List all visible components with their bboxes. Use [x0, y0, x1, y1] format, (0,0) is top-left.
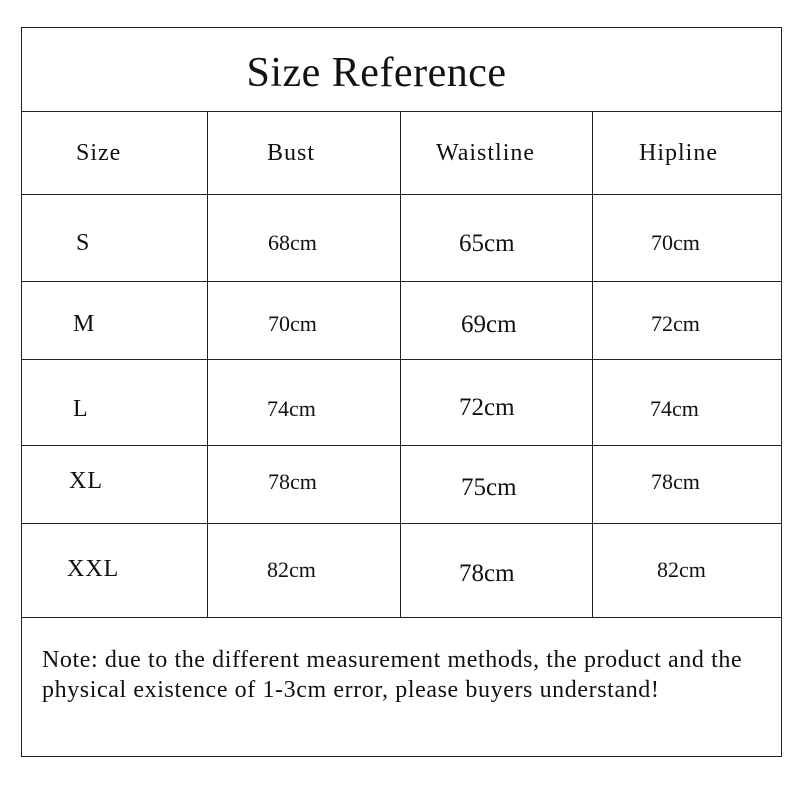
hipline-cell: [592, 524, 781, 617]
hipline-value: 72cm: [651, 311, 700, 336]
size-label: L: [73, 396, 89, 422]
bust-value: 70cm: [268, 311, 317, 336]
size-label: S: [76, 230, 91, 256]
table-row: [22, 446, 781, 524]
size-cell: [22, 195, 207, 281]
bust-value: 78cm: [268, 469, 317, 494]
bust-cell: [207, 524, 400, 617]
bust-value: 82cm: [267, 557, 316, 582]
table-row: [22, 524, 781, 618]
size-cell: [22, 446, 207, 523]
size-cell: [22, 282, 207, 359]
size-label: XL: [69, 468, 103, 494]
hipline-value: 70cm: [651, 230, 700, 255]
waistline-cell: [400, 524, 592, 617]
hipline-cell: [592, 282, 781, 359]
table-row: [22, 282, 781, 360]
header-waistline: Waistline: [436, 140, 536, 166]
bust-cell: [207, 282, 400, 359]
size-cell: [22, 360, 207, 445]
header-cell-waistline: [400, 112, 592, 194]
waistline-cell: [400, 446, 592, 523]
hipline-value: 78cm: [651, 469, 700, 494]
header-cell-size: [22, 112, 207, 194]
size-cell: [22, 524, 207, 617]
header-row: [22, 112, 781, 195]
waistline-value: 72cm: [459, 394, 515, 421]
measurement-note: Note: due to the different measurement methods, the product and the physical existence of 1-3cm error, please buyers understand!: [42, 647, 743, 703]
hipline-cell: [592, 446, 781, 523]
header-hipline: Hipline: [639, 140, 718, 166]
waistline-value: 75cm: [461, 474, 517, 501]
waistline-cell: [400, 195, 592, 281]
bust-cell: [207, 446, 400, 523]
hipline-cell: [592, 360, 781, 445]
header-cell-bust: [207, 112, 400, 194]
size-reference-table: [21, 27, 782, 757]
bust-cell: [207, 360, 400, 445]
table-row: [22, 360, 781, 446]
bust-value: 74cm: [267, 396, 316, 421]
header-bust: Bust: [267, 140, 316, 166]
waistline-cell: [400, 360, 592, 445]
hipline-value: 82cm: [657, 557, 706, 582]
size-label: XXL: [67, 556, 120, 582]
table-title: Size Reference: [246, 50, 507, 96]
waistline-value: 65cm: [459, 230, 515, 257]
bust-cell: [207, 195, 400, 281]
size-label: M: [73, 311, 96, 337]
table-row: [22, 195, 781, 282]
hipline-cell: [592, 195, 781, 281]
waistline-cell: [400, 282, 592, 359]
waistline-value: 69cm: [461, 311, 517, 338]
title-row: [22, 28, 781, 112]
header-size: Size: [76, 140, 122, 166]
bust-value: 68cm: [268, 230, 317, 255]
header-cell-hipline: [592, 112, 781, 194]
hipline-value: 74cm: [650, 396, 699, 421]
waistline-value: 78cm: [459, 560, 515, 587]
